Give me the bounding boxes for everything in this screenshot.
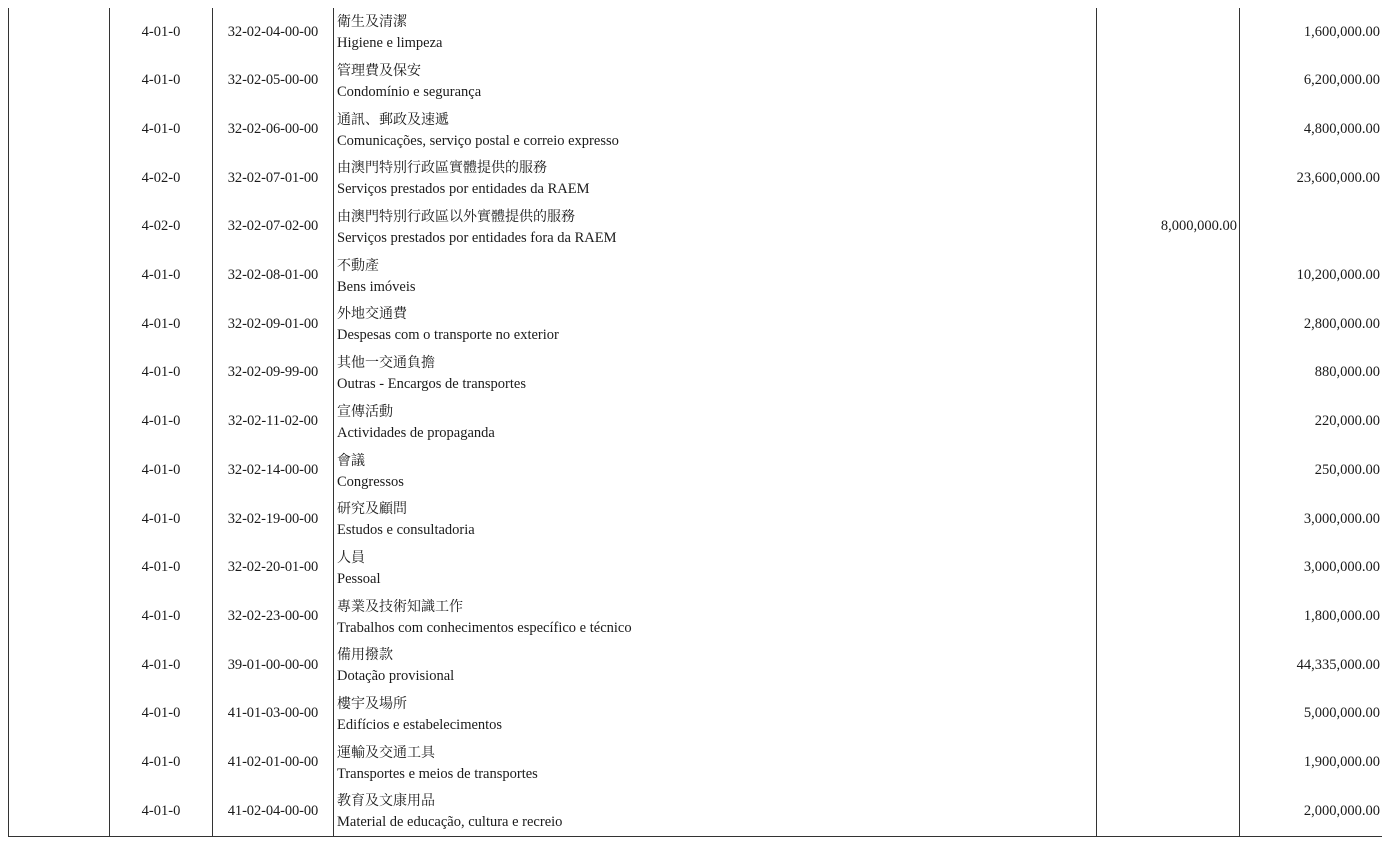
description-cell (334, 8, 1097, 57)
table-row (9, 544, 1382, 593)
description-cell (334, 203, 1097, 252)
amount-cell-a (1097, 251, 1240, 300)
amount-cell-b: 3,000,000.00 (1240, 495, 1382, 544)
amount-cell-a (1097, 398, 1240, 447)
amount-cell-a (1097, 787, 1240, 836)
blank-cell (9, 446, 110, 495)
blank-cell (9, 300, 110, 349)
table-row (9, 300, 1382, 349)
economic-code-cell: 32-02-07-02-00 (213, 203, 334, 252)
description-portuguese: Serviços prestados por entidades da RAEM (337, 181, 590, 198)
classification-cell: 4-01-0 (110, 641, 213, 690)
description-chinese: 由澳門特別行政區實體提供的服務 (337, 160, 547, 177)
economic-code-cell: 32-02-19-00-00 (213, 495, 334, 544)
economic-code-cell: 32-02-20-01-00 (213, 544, 334, 593)
amount-cell-b: 250,000.00 (1240, 446, 1382, 495)
description-cell (334, 690, 1097, 739)
description-portuguese: Serviços prestados por entidades fora da RAEM (337, 230, 617, 247)
description-cell (334, 300, 1097, 349)
description-chinese: 管理費及保安 (337, 63, 421, 80)
blank-cell (9, 105, 110, 154)
amount-cell-b: 44,335,000.00 (1240, 641, 1382, 690)
classification-cell: 4-01-0 (110, 105, 213, 154)
description-chinese: 宣傳活動 (337, 403, 393, 420)
blank-cell (9, 398, 110, 447)
amount-cell-b: 5,000,000.00 (1240, 690, 1382, 739)
description-chinese: 外地交通費 (337, 306, 407, 323)
description-portuguese: Material de educação, cultura e recreio (337, 814, 563, 831)
amount-cell-a: 8,000,000.00 (1097, 203, 1240, 252)
table-row (9, 57, 1382, 106)
blank-cell (9, 641, 110, 690)
classification-cell: 4-01-0 (110, 398, 213, 447)
economic-code-cell: 39-01-00-00-00 (213, 641, 334, 690)
description-chinese: 專業及技術知識工作 (337, 598, 463, 615)
amount-cell-b: 220,000.00 (1240, 398, 1382, 447)
table-row (9, 446, 1382, 495)
table-row (9, 8, 1382, 57)
economic-code-cell: 32-02-09-01-00 (213, 300, 334, 349)
amount-cell-a (1097, 592, 1240, 641)
budget-table (8, 8, 1382, 837)
description-portuguese: Actividades de propaganda (337, 424, 495, 441)
description-portuguese: Trabalhos com conhecimentos específico e técnico (337, 619, 632, 636)
description-chinese: 運輸及交通工具 (337, 744, 435, 761)
economic-code-cell: 32-02-06-00-00 (213, 105, 334, 154)
budget-table-body (9, 8, 1382, 836)
table-row (9, 251, 1382, 300)
description-portuguese: Edifícios e estabelecimentos (337, 716, 503, 733)
amount-cell-b (1240, 203, 1382, 252)
amount-cell-b: 1,800,000.00 (1240, 592, 1382, 641)
blank-cell (9, 592, 110, 641)
description-cell (334, 544, 1097, 593)
description-chinese: 由澳門特別行政區以外實體提供的服務 (337, 209, 575, 226)
table-row (9, 592, 1382, 641)
blank-cell (9, 251, 110, 300)
economic-code-cell: 32-02-04-00-00 (213, 8, 334, 57)
description-cell (334, 592, 1097, 641)
amount-cell-b: 1,900,000.00 (1240, 738, 1382, 787)
economic-code-cell: 32-02-09-99-00 (213, 349, 334, 398)
amount-cell-a (1097, 8, 1240, 57)
classification-cell: 4-01-0 (110, 446, 213, 495)
economic-code-cell: 32-02-14-00-00 (213, 446, 334, 495)
amount-cell-a (1097, 446, 1240, 495)
description-portuguese: Higiene e limpeza (337, 35, 443, 52)
table-row (9, 738, 1382, 787)
description-cell (334, 251, 1097, 300)
blank-cell (9, 57, 110, 106)
description-portuguese: Pessoal (337, 570, 381, 587)
classification-cell: 4-01-0 (110, 544, 213, 593)
table-row (9, 398, 1382, 447)
description-portuguese: Congressos (337, 473, 404, 490)
amount-cell-a (1097, 641, 1240, 690)
blank-cell (9, 349, 110, 398)
amount-cell-a (1097, 495, 1240, 544)
blank-cell (9, 787, 110, 836)
classification-cell: 4-01-0 (110, 349, 213, 398)
description-cell (334, 105, 1097, 154)
blank-cell (9, 8, 110, 57)
amount-cell-b: 880,000.00 (1240, 349, 1382, 398)
classification-cell: 4-01-0 (110, 738, 213, 787)
classification-cell: 4-01-0 (110, 57, 213, 106)
amount-cell-a (1097, 738, 1240, 787)
classification-cell: 4-01-0 (110, 251, 213, 300)
blank-cell (9, 154, 110, 203)
classification-cell: 4-02-0 (110, 154, 213, 203)
blank-cell (9, 690, 110, 739)
blank-cell (9, 203, 110, 252)
amount-cell-b: 10,200,000.00 (1240, 251, 1382, 300)
amount-cell-b: 6,200,000.00 (1240, 57, 1382, 106)
amount-cell-a (1097, 105, 1240, 154)
economic-code-cell: 41-01-03-00-00 (213, 690, 334, 739)
amount-cell-a (1097, 300, 1240, 349)
classification-cell: 4-02-0 (110, 203, 213, 252)
blank-cell (9, 738, 110, 787)
classification-cell: 4-01-0 (110, 787, 213, 836)
description-portuguese: Condomínio e segurança (337, 84, 482, 101)
table-row (9, 154, 1382, 203)
amount-cell-a (1097, 690, 1240, 739)
amount-cell-b: 1,600,000.00 (1240, 8, 1382, 57)
description-cell (334, 57, 1097, 106)
blank-cell (9, 495, 110, 544)
economic-code-cell: 32-02-05-00-00 (213, 57, 334, 106)
blank-cell (9, 544, 110, 593)
description-chinese: 備用撥款 (337, 647, 393, 664)
description-cell (334, 349, 1097, 398)
description-cell (334, 787, 1097, 836)
economic-code-cell: 32-02-11-02-00 (213, 398, 334, 447)
table-row (9, 105, 1382, 154)
classification-cell: 4-01-0 (110, 300, 213, 349)
amount-cell-a (1097, 544, 1240, 593)
description-portuguese: Bens imóveis (337, 278, 416, 295)
classification-cell: 4-01-0 (110, 495, 213, 544)
table-row (9, 690, 1382, 739)
description-portuguese: Dotação provisional (337, 668, 455, 685)
classification-cell: 4-01-0 (110, 690, 213, 739)
description-cell (334, 446, 1097, 495)
amount-cell-a (1097, 154, 1240, 203)
description-portuguese: Comunicações, serviço postal e correio expresso (337, 132, 619, 149)
description-cell (334, 154, 1097, 203)
classification-cell: 4-01-0 (110, 8, 213, 57)
amount-cell-b: 2,000,000.00 (1240, 787, 1382, 836)
description-portuguese: Transportes e meios de transportes (337, 765, 538, 782)
table-row (9, 641, 1382, 690)
table-row (9, 349, 1382, 398)
description-chinese: 教育及文康用品 (337, 793, 435, 810)
amount-cell-b: 2,800,000.00 (1240, 300, 1382, 349)
description-chinese: 研究及顧問 (337, 501, 407, 518)
amount-cell-b: 4,800,000.00 (1240, 105, 1382, 154)
description-chinese: 樓宇及場所 (337, 695, 407, 712)
description-chinese: 會議 (337, 452, 365, 469)
economic-code-cell: 41-02-01-00-00 (213, 738, 334, 787)
description-portuguese: Estudos e consultadoria (337, 522, 475, 539)
description-chinese: 其他一交通負擔 (337, 355, 435, 372)
amount-cell-a (1097, 349, 1240, 398)
economic-code-cell: 32-02-23-00-00 (213, 592, 334, 641)
economic-code-cell: 32-02-07-01-00 (213, 154, 334, 203)
description-chinese: 不動產 (337, 257, 379, 274)
table-row (9, 787, 1382, 836)
description-cell (334, 641, 1097, 690)
description-portuguese: Outras - Encargos de transportes (337, 376, 526, 393)
description-cell (334, 398, 1097, 447)
description-portuguese: Despesas com o transporte no exterior (337, 327, 559, 344)
classification-cell: 4-01-0 (110, 592, 213, 641)
amount-cell-b: 3,000,000.00 (1240, 544, 1382, 593)
amount-cell-a (1097, 57, 1240, 106)
description-chinese: 人員 (337, 549, 365, 566)
table-row (9, 495, 1382, 544)
economic-code-cell: 32-02-08-01-00 (213, 251, 334, 300)
amount-cell-b: 23,600,000.00 (1240, 154, 1382, 203)
description-cell (334, 495, 1097, 544)
description-cell (334, 738, 1097, 787)
description-chinese: 衛生及清潔 (337, 14, 407, 31)
table-row (9, 203, 1382, 252)
description-chinese: 通訊、郵政及速遞 (337, 111, 449, 128)
economic-code-cell: 41-02-04-00-00 (213, 787, 334, 836)
